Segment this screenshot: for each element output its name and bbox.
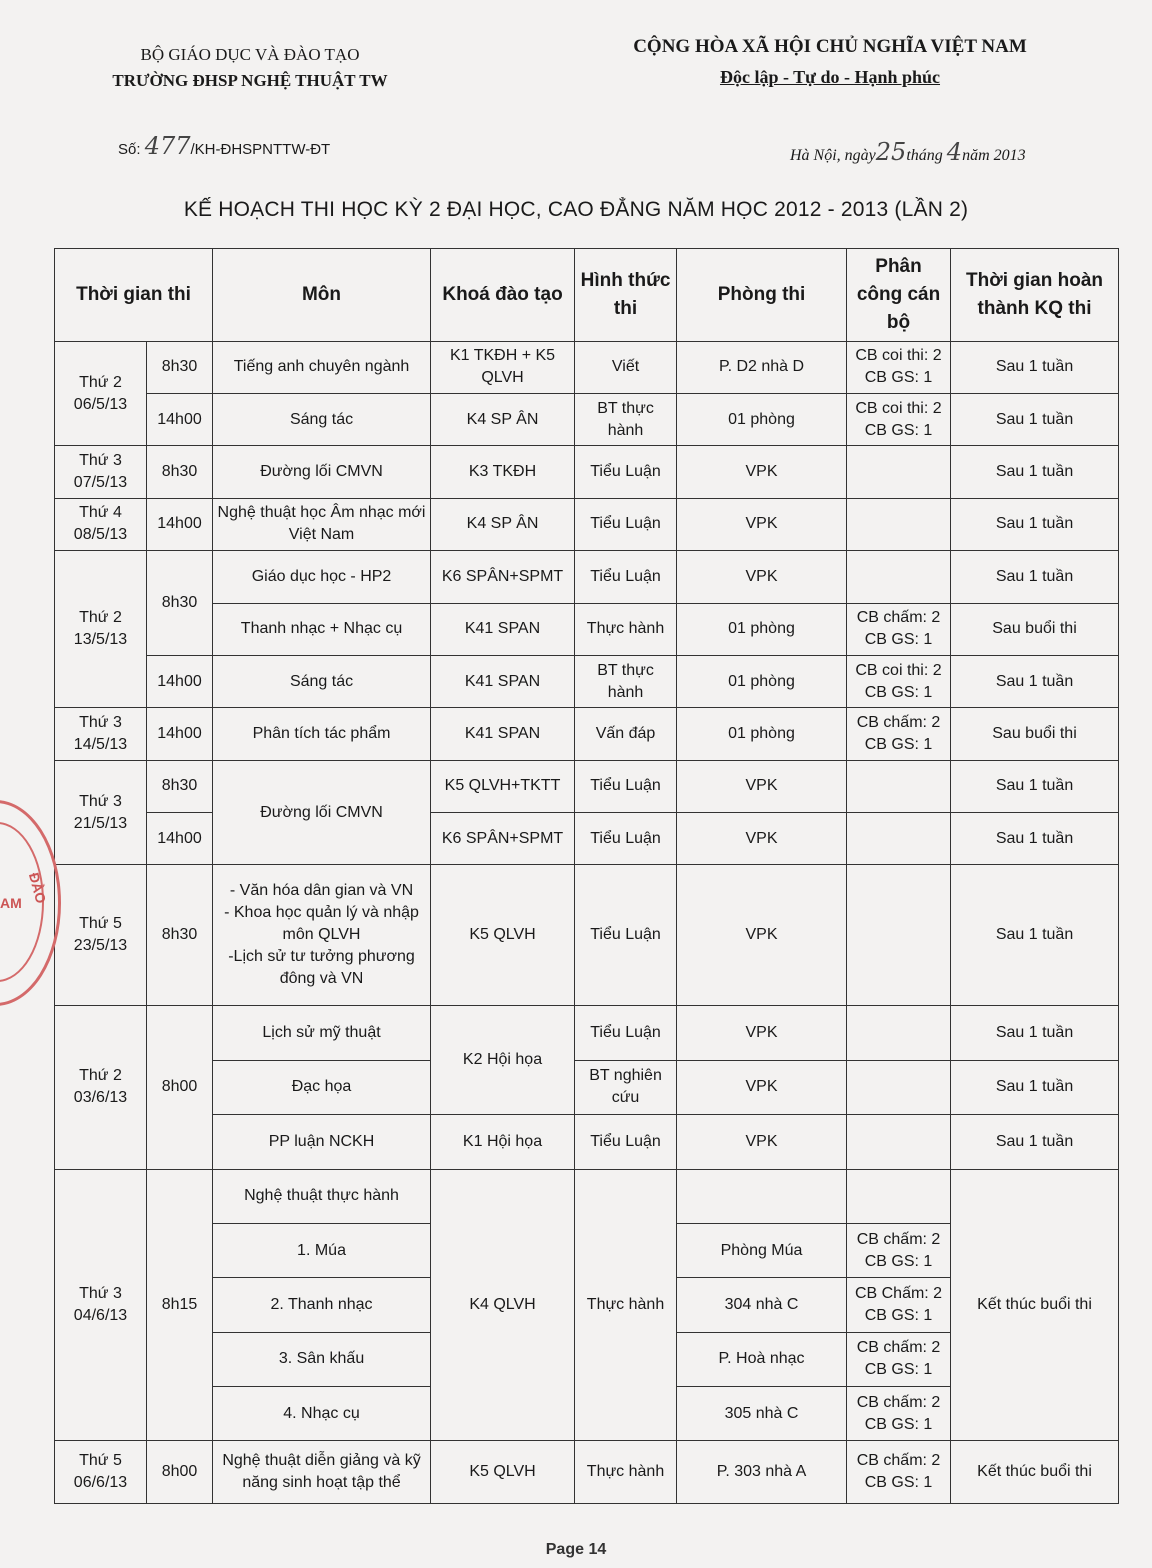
table-row xyxy=(55,551,1119,603)
room-cell: VPK xyxy=(677,1060,847,1114)
result-cell: Sau buổi thi xyxy=(951,603,1119,655)
header-room: Phòng thi xyxy=(677,249,847,342)
staff-cell: CB chấm: 2 CB GS: 1 xyxy=(847,708,951,760)
day-cell: Thứ 3 04/6/13 xyxy=(55,1169,147,1441)
form-cell: Tiểu Luận xyxy=(575,1006,677,1060)
staff-cell xyxy=(847,760,951,812)
result-cell: Sau 1 tuần xyxy=(951,655,1119,707)
table-row xyxy=(55,498,1119,550)
staff-cell xyxy=(847,446,951,498)
staff-cell xyxy=(847,1115,951,1169)
result-cell: Sau 1 tuần xyxy=(951,1006,1119,1060)
subject-cell: Sáng tác xyxy=(213,394,431,446)
day-cell: Thứ 2 06/5/13 xyxy=(55,341,147,446)
time-cell: 14h00 xyxy=(147,813,213,865)
result-cell: Sau 1 tuần xyxy=(951,813,1119,865)
staff-cell: CB Chấm: 2 CB GS: 1 xyxy=(847,1278,951,1332)
table-row xyxy=(55,1006,1119,1060)
document-title: KẾ HOẠCH THI HỌC KỲ 2 ĐẠI HỌC, CAO ĐẲNG NĂM HỌC 2012 - 2013 (LẦN 2) xyxy=(183,198,969,221)
day-cell: Thứ 3 21/5/13 xyxy=(55,760,147,865)
staff-cell: CB chấm: 2 CB GS: 1 xyxy=(847,603,951,655)
handwritten-number: 477 xyxy=(144,132,191,160)
table-row xyxy=(55,760,1119,812)
table-header-row xyxy=(55,249,1119,342)
result-cell: Sau 1 tuần xyxy=(951,551,1119,603)
course-cell: K4 QLVH xyxy=(431,1169,575,1441)
exam-schedule-table xyxy=(54,248,1119,1504)
subject-cell: 2. Thanh nhạc xyxy=(213,1278,431,1332)
course-cell: K3 TKĐH xyxy=(431,446,575,498)
subject-cell: - Văn hóa dân gian và VN - Khoa học quản lý và nhập môn QLVH -Lịch sử tư tưởng phương đông và VN xyxy=(213,865,431,1006)
course-cell: K1 TKĐH + K5 QLVH xyxy=(431,341,575,393)
subject-cell: Nghệ thuật học Âm nhạc mới Việt Nam xyxy=(213,498,431,550)
course-cell: K41 SPAN xyxy=(431,603,575,655)
document-number: Số: 477/KH-ĐHSPNTTW-ĐT xyxy=(118,132,331,160)
room-cell: 01 phòng xyxy=(677,655,847,707)
form-cell: Viết xyxy=(575,341,677,393)
staff-cell xyxy=(847,865,951,1006)
course-cell: K1 Hội họa xyxy=(431,1115,575,1169)
national-header xyxy=(590,32,1070,92)
room-cell: 01 phòng xyxy=(677,603,847,655)
staff-cell xyxy=(847,813,951,865)
course-cell: K4 SP ÂN xyxy=(431,394,575,446)
seal-text: ĐÀO xyxy=(25,870,50,906)
day-cell: Thứ 2 03/6/13 xyxy=(55,1006,147,1169)
staff-cell xyxy=(847,1169,951,1223)
course-cell: K5 QLVH xyxy=(431,865,575,1006)
time-cell: 8h30 xyxy=(147,760,213,812)
subject-cell: 3. Sân khấu xyxy=(213,1332,431,1386)
subject-cell: PP luận NCKH xyxy=(213,1115,431,1169)
time-cell: 8h15 xyxy=(147,1169,213,1441)
table-row xyxy=(55,446,1119,498)
seal-text: AM xyxy=(0,895,22,911)
day-cell: Thứ 5 06/6/13 xyxy=(55,1441,147,1504)
form-cell: Tiểu Luận xyxy=(575,446,677,498)
result-cell: Sau 1 tuần xyxy=(951,1060,1119,1114)
ministry-name: BỘ GIÁO DỤC VÀ ĐÀO TẠO xyxy=(140,45,360,64)
header-time: Thời gian thi xyxy=(55,249,213,342)
national-motto: Độc lập - Tự do - Hạnh phúc xyxy=(719,67,941,87)
course-cell: K2 Hội họa xyxy=(431,1006,575,1115)
subject-cell: Lịch sử mỹ thuật xyxy=(213,1006,431,1060)
result-cell: Kết thúc buổi thi xyxy=(951,1169,1119,1441)
staff-cell: CB chấm: 2 CB GS: 1 xyxy=(847,1223,951,1277)
room-cell: VPK xyxy=(677,1006,847,1060)
course-cell: K41 SPAN xyxy=(431,655,575,707)
table-row xyxy=(55,1115,1119,1169)
result-cell: Sau 1 tuần xyxy=(951,1115,1119,1169)
form-cell: Tiểu Luận xyxy=(575,865,677,1006)
result-cell: Sau 1 tuần xyxy=(951,498,1119,550)
country-name: CỘNG HÒA XÃ HỘI CHỦ NGHĨA VIỆT NAM xyxy=(633,36,1027,57)
room-cell: Phòng Múa xyxy=(677,1223,847,1277)
time-cell: 14h00 xyxy=(147,655,213,707)
time-cell: 8h00 xyxy=(147,1441,213,1504)
subject-cell: Tiếng anh chuyên ngành xyxy=(213,341,431,393)
staff-cell: CB chấm: 2 CB GS: 1 xyxy=(847,1441,951,1504)
subject-cell: Đạc họa xyxy=(213,1060,431,1114)
room-cell: 305 nhà C xyxy=(677,1387,847,1441)
result-cell: Sau 1 tuần xyxy=(951,865,1119,1006)
staff-cell: CB chấm: 2 CB GS: 1 xyxy=(847,1387,951,1441)
time-cell: 14h00 xyxy=(147,708,213,760)
table-row xyxy=(55,1441,1119,1504)
time-cell: 8h30 xyxy=(147,551,213,656)
staff-cell: CB chấm: 2 CB GS: 1 xyxy=(847,1332,951,1386)
form-cell: BT nghiên cứu xyxy=(575,1060,677,1114)
course-cell: K4 SP ÂN xyxy=(431,498,575,550)
header-result: Thời gian hoàn thành KQ thi xyxy=(951,249,1119,342)
form-cell: Tiểu Luận xyxy=(575,498,677,550)
room-cell: VPK xyxy=(677,1115,847,1169)
room-cell: 01 phòng xyxy=(677,708,847,760)
staff-cell: CB coi thi: 2 CB GS: 1 xyxy=(847,655,951,707)
room-cell: VPK xyxy=(677,498,847,550)
handwritten-month: 4 xyxy=(946,138,963,166)
room-cell xyxy=(677,1169,847,1223)
form-cell: BT thực hành xyxy=(575,655,677,707)
form-cell: Vấn đáp xyxy=(575,708,677,760)
course-cell: K5 QLVH xyxy=(431,1441,575,1504)
day-cell: Thứ 3 14/5/13 xyxy=(55,708,147,760)
room-cell: 01 phòng xyxy=(677,394,847,446)
table-row xyxy=(55,1169,1119,1223)
room-cell: VPK xyxy=(677,813,847,865)
room-cell: 304 nhà C xyxy=(677,1278,847,1332)
form-cell: Tiểu Luận xyxy=(575,1115,677,1169)
course-cell: K5 QLVH+TKTT xyxy=(431,760,575,812)
form-cell: Thực hành xyxy=(575,1169,677,1441)
room-cell: P. 303 nhà A xyxy=(677,1441,847,1504)
room-cell: VPK xyxy=(677,865,847,1006)
header-subject: Môn xyxy=(213,249,431,342)
table-row xyxy=(55,655,1119,707)
staff-cell xyxy=(847,498,951,550)
subject-cell: Đường lối CMVN xyxy=(213,446,431,498)
table-row xyxy=(55,394,1119,446)
time-cell: 8h00 xyxy=(147,1006,213,1169)
time-cell: 14h00 xyxy=(147,498,213,550)
form-cell: Tiểu Luận xyxy=(575,760,677,812)
table-row xyxy=(55,708,1119,760)
staff-cell xyxy=(847,1060,951,1114)
subject-cell: Đường lối CMVN xyxy=(213,760,431,865)
subject-cell: Phân tích tác phẩm xyxy=(213,708,431,760)
time-cell: 8h30 xyxy=(147,341,213,393)
day-cell: Thứ 3 07/5/13 xyxy=(55,446,147,498)
time-cell: 8h30 xyxy=(147,446,213,498)
time-cell: 14h00 xyxy=(147,394,213,446)
result-cell: Sau 1 tuần xyxy=(951,760,1119,812)
day-cell: Thứ 5 23/5/13 xyxy=(55,865,147,1006)
form-cell: Thực hành xyxy=(575,1441,677,1504)
issuer-header xyxy=(70,42,430,94)
header-course: Khoá đào tạo xyxy=(431,249,575,342)
header-form: Hình thức thi xyxy=(575,249,677,342)
table-row xyxy=(55,341,1119,393)
staff-cell xyxy=(847,1006,951,1060)
subject-cell: 4. Nhạc cụ xyxy=(213,1387,431,1441)
staff-cell: CB coi thi: 2 CB GS: 1 xyxy=(847,341,951,393)
course-cell: K6 SPÂN+SPMT xyxy=(431,813,575,865)
form-cell: Thực hành xyxy=(575,603,677,655)
subject-cell: Nghệ thuật diễn giảng và kỹ năng sinh hoạt tập thể xyxy=(213,1441,431,1504)
result-cell: Sau 1 tuần xyxy=(951,341,1119,393)
table-row xyxy=(55,1060,1119,1114)
subject-cell: 1. Múa xyxy=(213,1223,431,1277)
room-cell: VPK xyxy=(677,760,847,812)
course-cell: K41 SPAN xyxy=(431,708,575,760)
room-cell: VPK xyxy=(677,551,847,603)
course-cell: K6 SPÂN+SPMT xyxy=(431,551,575,603)
room-cell: VPK xyxy=(677,446,847,498)
result-cell: Kết thúc buổi thi xyxy=(951,1441,1119,1504)
room-cell: P. D2 nhà D xyxy=(677,341,847,393)
time-cell: 8h30 xyxy=(147,865,213,1006)
page-number: Page 14 xyxy=(545,1541,607,1558)
header-staff: Phân công cán bộ xyxy=(847,249,951,342)
day-cell: Thứ 4 08/5/13 xyxy=(55,498,147,550)
result-cell: Sau buổi thi xyxy=(951,708,1119,760)
form-cell: Tiểu Luận xyxy=(575,551,677,603)
table-row xyxy=(55,865,1119,1006)
form-cell: BT thực hành xyxy=(575,394,677,446)
table-row xyxy=(55,603,1119,655)
staff-cell: CB coi thi: 2 CB GS: 1 xyxy=(847,394,951,446)
handwritten-day: 25 xyxy=(875,138,907,166)
result-cell: Sau 1 tuần xyxy=(951,394,1119,446)
subject-cell: Sáng tác xyxy=(213,655,431,707)
subject-cell: Giáo dục học - HP2 xyxy=(213,551,431,603)
room-cell: P. Hoà nhạc xyxy=(677,1332,847,1386)
result-cell: Sau 1 tuần xyxy=(951,446,1119,498)
subject-cell: Nghệ thuật thực hành xyxy=(213,1169,431,1223)
day-cell: Thứ 2 13/5/13 xyxy=(55,551,147,708)
subject-cell: Thanh nhạc + Nhạc cụ xyxy=(213,603,431,655)
document-date: Hà Nội, ngày25tháng 4năm 2013 xyxy=(790,138,1026,166)
staff-cell xyxy=(847,551,951,603)
school-name: TRƯỜNG ĐHSP NGHỆ THUẬT TW xyxy=(112,71,388,90)
form-cell: Tiểu Luận xyxy=(575,813,677,865)
